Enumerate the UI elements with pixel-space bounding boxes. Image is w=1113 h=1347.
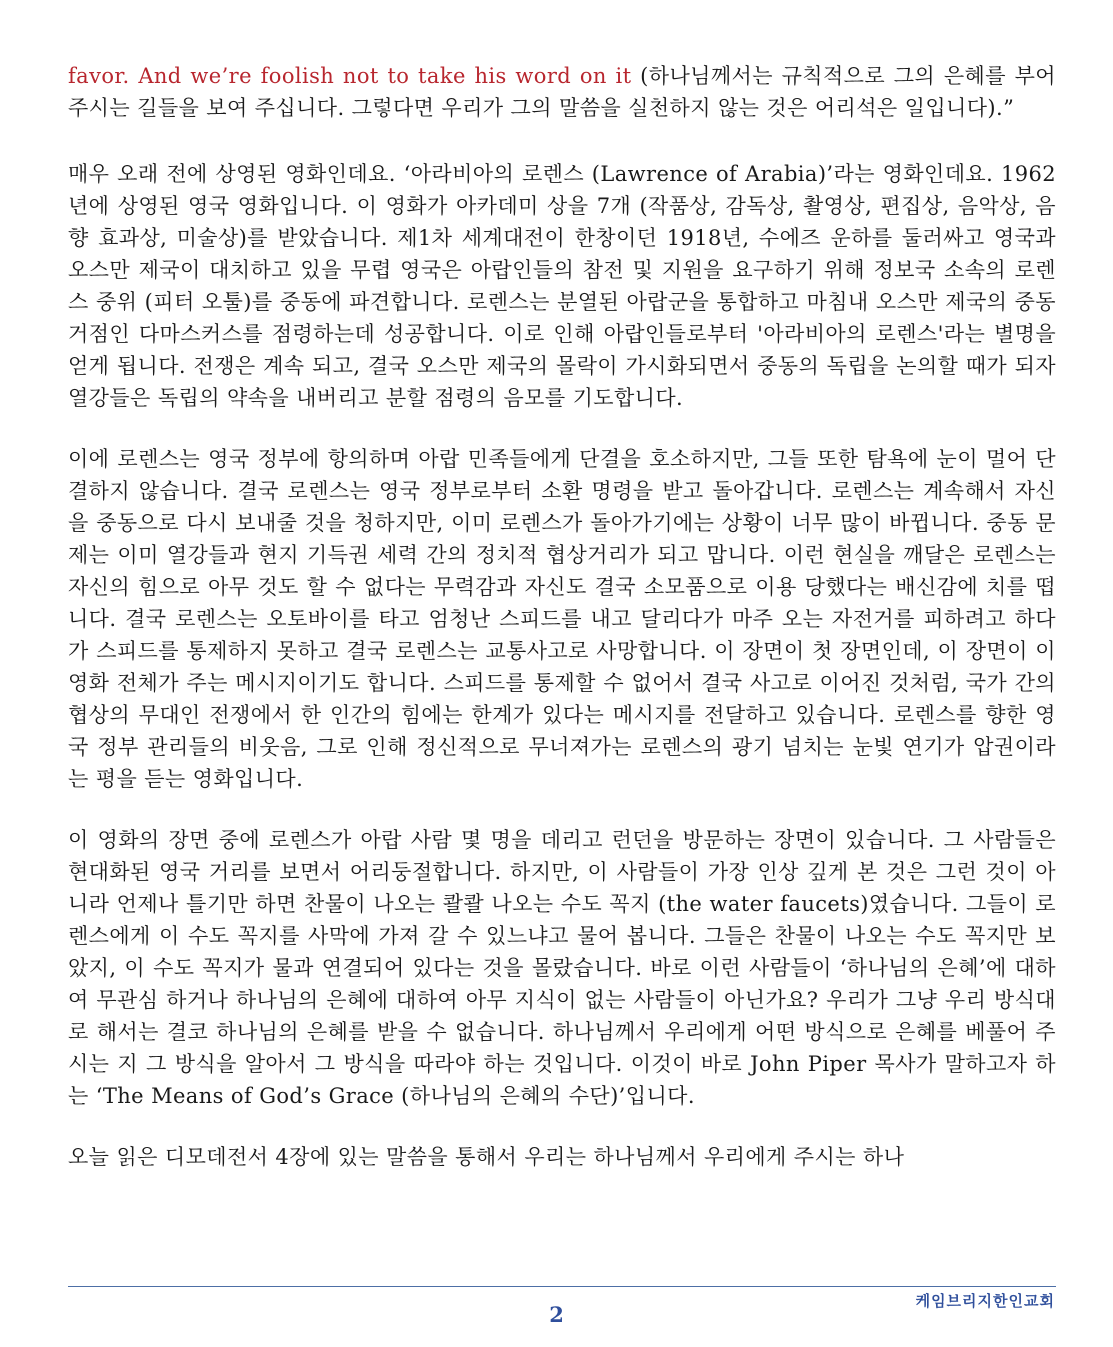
paragraph-lawrence-story: 이에 로렌스는 영국 정부에 항의하며 아랍 민족들에게 단결을 호소하지만, 그들 또한 탐욕에 눈이 멀어 단결하지 않습니다. 결국 로렌스는 영국 정부로부터 소환 명령을 받고 돌아갑니다. 로렌스는 계속해서 자신을 중동으로 다시 보내줄 것을 청하지만, 이미 로렌스가 돌아가기에는 상황이 너무 많이 바뀝니다. 중동 문제는 이미 열강들과 현지 기득권 세력 간의 정치적 협상거리가 되고 맙니다. 이런 현실을 깨달은 로렌스는 자신의 힘으로 아무 것도 할 수 없다는 무력감과 자신도 결국 소모품으로 이용 당했다는 배신감에 치를 떱니다. 결국 로렌스는 오토바이를 타고 엄청난 스피드를 내고 달리다가 마주 오는 자전거를 피하려고 하다가 스피드를 통제하지 못하고 결국 로렌스는 교통사고로 사망합니다. 이 장면이 첫 장면인데, 이 장면이 이 영화 전체가 주는 메시지이기도 합니다. 스피드를 통제할 수 없어서 결국 사고로 이어진 것처럼, 국가 간의 협상의 무대인 전쟁에서 한 인간의 힘에는 한계가 있다는 메시지를 전달하고 있습니다. 로렌스를 향한 영국 정부 관리들의 비웃음, 그로 인해 정신적으로 무너져가는 로렌스의 광기 넘치는 눈빛 연기가 압권이라는 평을 듣는 영화입니다. (68, 447, 1056, 791)
paragraph-water-faucets: 이 영화의 장면 중에 로렌스가 아랍 사람 몇 명을 데리고 런던을 방문하는 장면이 있습니다. 그 사람들은 현대화된 영국 거리를 보면서 어리둥절합니다. 하지만, 이 사람들이 가장 인상 깊게 본 것은 그런 것이 아니라 언제나 틀기만 하면 찬물이 나오는 콸콸 나오는 수도 꼭지 (the water faucets)였습니다. 그들이 로렌스에게 이 수도 꼭지를 사막에 가져 갈 수 있느냐고 물어 봅니다. 그들은 찬물이 나오는 수도 꼭지만 보았지, 이 수도 꼭지가 물과 연결되어 있다는 것을 몰랐습니다. 바로 이런 사람들이 ‘하나님의 은혜’에 대하여 무관심 하거나 하나님의 은혜에 대하여 아무 지식이 없는 사람들이 아닌가요? 우리가 그냥 우리 방식대로 해서는 결코 하나님의 은혜를 받을 수 없습니다. 하나님께서 우리에게 어떤 방식으로 은혜를 베풀어 주시는 지 그 방식을 알아서 그 방식을 따라야 하는 것입니다. 이것이 바로 John Piper 목사가 말하고자 하는 ‘The Means of God’s Grace (하나님의 은혜의 수단)’입니다. (68, 828, 1056, 1108)
page-number: 2 (549, 1302, 564, 1327)
footer-divider (68, 1286, 1056, 1287)
paragraph-film-introduction: 매우 오래 전에 상영된 영화인데요. ‘아라비아의 로렌스 (Lawrence of Arabia)’라는 영화인데요. 1962년에 상영된 영국 영화입니다. 이 영화가 아카데미 상을 7개 (작품상, 감독상, 촬영상, 편집상, 음악상, 음향 효과상, 미술상)를 받았습니다. 제1차 세계대전이 한창이던 1918년, 수에즈 운하를 둘러싸고 영국과 오스만 제국이 대치하고 있을 무렵 영국은 아랍인들의 참전 및 지원을 요구하기 위해 정보국 소속의 로렌스 중위 (피터 오툴)를 중동에 파견합니다. 로렌스는 분열된 아랍군을 통합하고 마침내 오스만 제국의 중동 거점인 다마스커스를 점령하는데 성공합니다. 이로 인해 아랍인들로부터 '아라비아의 로렌스'라는 별명을 얻게 됩니다. 전쟁은 계속 되고, 결국 오스만 제국의 몰락이 가시화되면서 중동의 독립을 논의할 때가 되자 열강들은 독립의 약속을 내버리고 분할 점령의 음모를 기도합니다. (68, 162, 1056, 410)
highlighted-quote-text: favor. And we’re foolish not to take his word on it (68, 64, 632, 88)
quote-translation: (하나님께서는 규칙적으로 그의 은혜를 부어 주시는 길들을 보여 주십니다. 그렇다면 우리가 그의 말씀을 실천하지 않는 것은 어리석은 일입니다).” (68, 64, 1056, 120)
page-body (68, 60, 1056, 1202)
paragraph-quote-ending (68, 60, 1056, 124)
footer-church-name: 케임브리지한인교회 (915, 1292, 1055, 1310)
paragraph-timothy-intro: 오늘 읽은 디모데전서 4장에 있는 말씀을 통해서 우리는 하나님께서 우리에게 주시는 하나 (68, 1145, 905, 1169)
